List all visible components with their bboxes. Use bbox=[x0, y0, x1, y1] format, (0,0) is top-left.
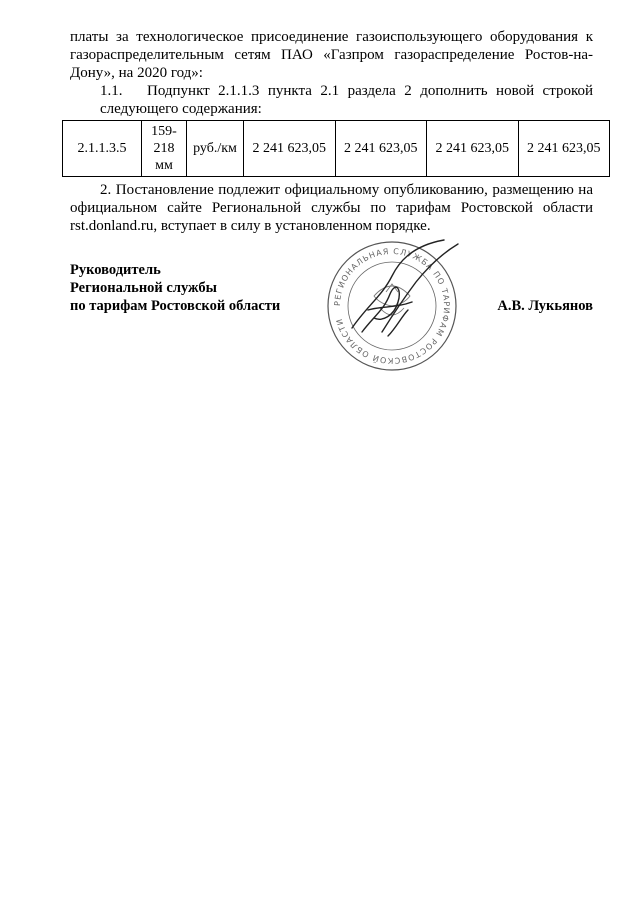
cell-value-4: 2 241 623,05 bbox=[518, 121, 610, 177]
cell-value-2: 2 241 623,05 bbox=[335, 121, 427, 177]
diameter-from: 159- bbox=[151, 124, 177, 139]
diameter-unit: мм bbox=[155, 158, 173, 173]
signer-title-2: Региональной службы bbox=[70, 280, 217, 296]
cell-value-1: 2 241 623,05 bbox=[244, 121, 336, 177]
item-1-1 bbox=[70, 82, 593, 118]
cell-value-3: 2 241 623,05 bbox=[427, 121, 519, 177]
cell-unit: руб./км bbox=[187, 121, 244, 177]
paragraph-2 bbox=[70, 181, 593, 235]
p2-line-2: официальном сайте Региональной службы по тарифам Ростовской области bbox=[70, 200, 593, 216]
stamp-ring-text: РЕГИОНАЛЬНАЯ СЛУЖБА ПО ТАРИФАМ РОСТОВСКОЙ ОБЛАСТИ bbox=[332, 246, 452, 366]
tariff-table bbox=[62, 120, 610, 177]
p2-line-1: 2. Постановление подлежит официальному опубликованию, размещению на bbox=[100, 182, 593, 198]
table-row bbox=[63, 121, 610, 177]
cell-code: 2.1.1.3.5 bbox=[63, 121, 142, 177]
intro-line-2: газораспределительным сетям ПАО «Газпром газораспределение Ростов-на- bbox=[70, 47, 593, 63]
item-number: 1.1. bbox=[100, 83, 123, 99]
intro-line-3: Дону», на 2020 год»: bbox=[70, 65, 203, 81]
p2-line-3: rst.donland.ru, вступает в силу в установленном порядке. bbox=[70, 218, 431, 234]
item-1-1-first-line bbox=[70, 82, 593, 100]
signer-title-1: Руководитель bbox=[70, 262, 161, 278]
coat-of-arms-icon bbox=[374, 284, 410, 315]
cell-diameter bbox=[142, 121, 187, 177]
intro-line-1: платы за технологическое присоединение газоиспользующего оборудования к bbox=[70, 29, 593, 45]
signer-name: А.В. Лукьянов bbox=[497, 298, 593, 314]
item-text-continued: следующего содержания: bbox=[100, 101, 262, 117]
item-text: Подпункт 2.1.1.3 пункта 2.1 раздела 2 дополнить новой строкой bbox=[147, 83, 593, 99]
official-stamp-with-signature bbox=[312, 236, 472, 376]
intro-paragraph bbox=[70, 28, 593, 82]
signer-title-3: по тарифам Ростовской области bbox=[70, 298, 281, 314]
diameter-to: 218 bbox=[153, 141, 175, 156]
document-page bbox=[70, 28, 601, 235]
